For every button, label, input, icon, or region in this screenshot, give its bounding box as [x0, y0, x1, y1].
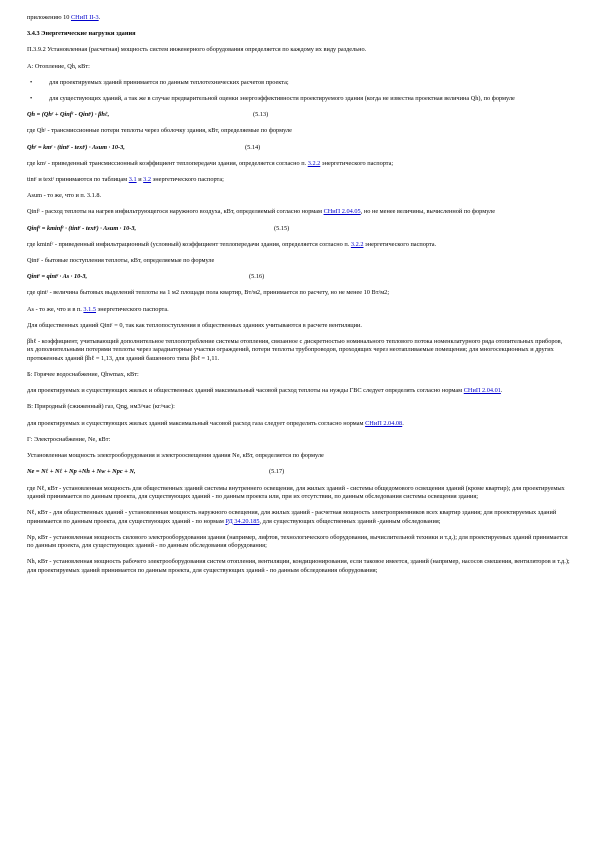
- asum-definition: Asum - то же, что и п. 3.1.8.: [27, 192, 102, 200]
- snip-2-04-08-link[interactable]: СНиП 2.04.08: [365, 419, 403, 427]
- equation-number: (5.13): [253, 111, 269, 119]
- electric-heading: Г: Электроснабжение, Ne, кВт:: [27, 435, 111, 443]
- snip-2-04-01-link[interactable]: СНиП 2.04.01: [463, 387, 501, 395]
- qinf-definition: Qinfʳ - расход теплоты на нагрев инфильтрующегося наружного воздуха, кВт, определяемый согласно нормам СНиП 2.04.05, но не менее величины, вычисленной по формуле: [27, 208, 495, 216]
- link-3-2-2b[interactable]: 3.2.2: [350, 240, 364, 248]
- link-table-3-2[interactable]: 3.2: [143, 176, 152, 184]
- bullet-icon: •: [30, 78, 33, 86]
- snip-ii-3-link[interactable]: СНиП II-3: [70, 14, 99, 21]
- hot-water-text: для проектируемых и существующих жилых и общественных зданий максимальный часовой расход теплоты на нужды ГВС следует определять согласно нормам СНиП 2.04.01.: [27, 387, 503, 395]
- nl-definition: где Nℓ, кВт - установленная мощность для общественных зданий системы внутреннего освещения, для жилых зданий - системы общедомового освещения зданий (кроме квартир); для проектируемых зданий принимается по данным проекта, для существующих зданий - по данным проекта или, при их отсутствии, по данным обследования системы освещения здания;: [27, 484, 565, 500]
- heating-bullet-1: • для проектируемых зданий принимается по данным теплотехнических расчетов проекта;: [27, 79, 570, 87]
- document-page: [27, 14, 570, 583]
- section-heading: 3.4.3 Энергетические нагрузки здания: [27, 30, 136, 38]
- eq13-where: где Qhʳ - трансмиссионные потери теплоты через оболочку здания, кВт, определяемые по формуле: [27, 127, 292, 135]
- qint-definition: Qintʳ - бытовые поступления теплоты, кВт, определяемые по формуле: [27, 257, 215, 265]
- equation-number: (5.15): [274, 224, 290, 232]
- electric-text: Установленная мощность электрооборудования и электроосвещения здания Ne, кВт, определяется по формуле: [27, 452, 324, 460]
- tint-definition: tintʳ и textʳ принимаются по таблицам 3.1 и 3.2 энергетического паспорта;: [27, 176, 224, 184]
- hot-water-heading: Б: Горячее водоснабжение, Qhwmax, кВт:: [27, 371, 139, 379]
- link-3-2-2[interactable]: 3.2.2: [307, 159, 321, 167]
- heating-heading: А: Отопление, Qh, кВт:: [27, 62, 90, 70]
- rd-34-20-185-link[interactable]: РД 34.20.185: [225, 517, 260, 525]
- equation-number: (5.17): [269, 468, 285, 476]
- bullet-icon: •: [30, 95, 33, 103]
- as-definition: As - то же, что и в п. 3.1.5 энергетического паспорта.: [27, 305, 169, 313]
- intro-line: приложению 10 СНиП II-3.: [27, 14, 101, 21]
- nh-definition: Nh, кВт - установленная мощность рабочего электрооборудования систем отопления, вентиляции, кондиционирования, если таковое имеется, зданий (например, насосов смешения, вентиляторов и т.д.); для проектируемых зданий принимается по данным проекта, для существующих зданий - по данным обследования оборудования;: [27, 558, 570, 574]
- para-main: П.3.9.2 Установленная (расчетная) мощность систем инженерного оборудования определяется по каждому их виду раздельно.: [27, 46, 367, 54]
- qintq-definition: где qintʳ - величина бытовых выделений теплоты на 1 м2 площади пола квартир, Вт/м2, принимается по расчету, но не менее 10 Вт/м2;: [27, 289, 390, 297]
- gas-heading: В: Природный (сжиженный) газ, Qng, нм3/час (кг/час):: [27, 403, 175, 411]
- link-3-1-5[interactable]: 3.1.5: [83, 305, 97, 313]
- gas-text: для проектируемых и существующих жилых зданий максимальный часовой расход газа следует определять согласно нормам СНиП 2.04.08.: [27, 419, 404, 427]
- nl2-definition: Nℓ, кВт - для общественных зданий - установленная мощность наружного освещения, для жилых зданий - расчетная мощность электроприемников всех квартир здания; для проектируемых зданий принимается по данным проекта, для существующих зданий - по нормам РД 34.20.185, для существующих общественных зданий -данным обследования;: [27, 509, 557, 525]
- equation-5-14: Qhʳ = kmʳ · (tintʳ - textʳ) · Asum · 10-3, (5.14): [27, 143, 261, 151]
- equation-5-16: Qintʳ = qintʳ · As · 10-3, (5.16): [27, 273, 265, 281]
- equation-number: (5.16): [249, 273, 265, 281]
- np-definition: Np, кВт - установленная мощность силового электрооборудования здания (например, лифтов, технологического оборудования, вычислительной техники и т.д.); для проектируемых зданий принимается по данным проекта, для существующих зданий - по данным обследования оборудования;: [27, 533, 568, 550]
- equation-5-15: Qinfʳ = kminfʳ · (tintʳ - textʳ) · Asum · 10-3, (5.15): [27, 224, 290, 232]
- kminf-definition: где kminfʳ - приведенный инфильтрационный (условный) коэффициент теплопередачи здания, определяется согласно п. 3.2.2 энергетического паспорта.: [27, 240, 437, 248]
- public-buildings-note: Для общественных зданий Qintʳ = 0, так как теплопоступления в общественных зданиях учитываются в расчете вентиляции.: [27, 321, 362, 329]
- equation-5-17: Ne = Nℓ + Nℓ + Np +Nh + Nw + Npc + N, (5.17): [27, 468, 285, 476]
- snip-2-04-05-link[interactable]: СНиП 2.04.05: [323, 208, 361, 216]
- equation-number: (5.14): [245, 143, 261, 151]
- beta-definition: βhℓ - коэффициент, учитывающий дополнительное теплопотребление системы отопления, связанное с дискретностью номинального теплового потока номенклатурного ряда отопительных приборов, их дополнительными потерями теплоты через зарадиаторные участки ограждений, потери теплоты трубопроводов, проходящих через неотапливаемые помещения; для многосекционных и других протяженных зданий βhℓ = 1,13, для зданий башенного типа βhℓ = 1,11.: [27, 338, 563, 362]
- link-table-3-1[interactable]: 3.1: [128, 176, 137, 184]
- heating-bullet-2: • для существующих зданий, а так же в случае предварительной оценки энергоэффективности проектируемого здания (когда не известна проектная величина Qh), по формуле: [27, 95, 570, 103]
- km-definition: где kmʳ - приведенный трансмиссионный коэффициент теплопередачи здания, определяется согласно п. 3.2.2 энергетического паспорта;: [27, 159, 394, 167]
- equation-5-13: Qh = (Qhʳ + Qinfʳ - Qintʳ) · βhℓ, (5.13): [27, 111, 269, 119]
